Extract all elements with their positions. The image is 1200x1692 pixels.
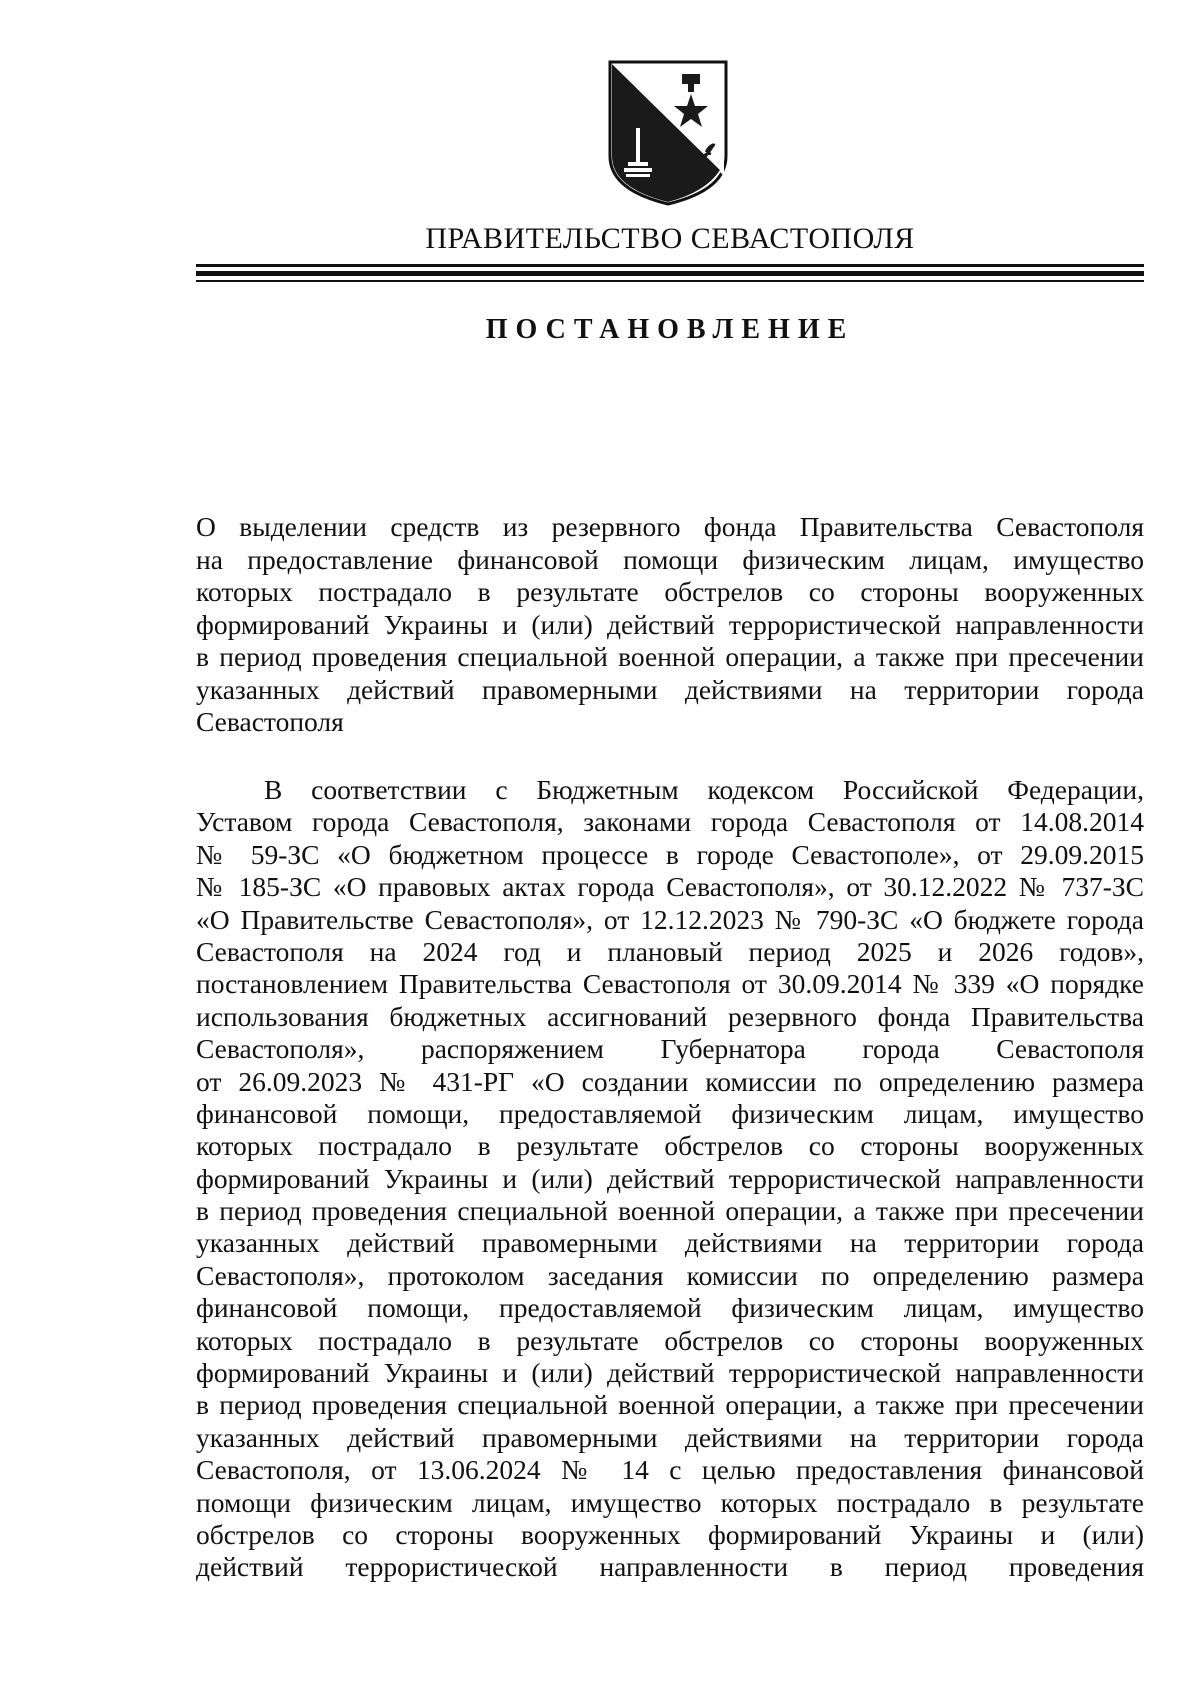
body-line: Уставом города Севастополя, законами города Севастополя от 14.08.2014 [196, 806, 1144, 838]
resolution-subject [196, 511, 1144, 739]
body-line: указанных действий правомерными действиями на территории города [196, 1227, 1144, 1259]
subject-line: в период проведения специальной военной операции, а также при пресечении [196, 641, 1144, 672]
body-line: которых пострадало в результате обстрелов со стороны вооруженных [196, 1130, 1144, 1162]
body-line: Севастополя, от 13.06.2024 № 14 с целью предоставления финансовой [196, 1454, 1144, 1486]
body-line: № 59-ЗС «О бюджетном процессе в городе Севастополе», от 29.09.2015 [196, 838, 1144, 870]
header-rule-bottom [196, 280, 1144, 282]
subject-line: которых пострадало в результате обстрелов со стороны вооруженных [196, 576, 1144, 607]
body-line: формирований Украины и (или) действий террористической направленности [196, 1357, 1144, 1389]
header-rule-top [196, 264, 1144, 267]
subject-line: на предоставление финансовой помощи физическим лицам, имущество [196, 543, 1144, 575]
body-line: помощи физическим лицам, имущество которых пострадало в результате [196, 1486, 1144, 1518]
body-line: которых пострадало в результате обстрелов со стороны вооруженных [196, 1324, 1144, 1356]
body-line: Севастополя на 2024 год и плановый период 2025 и 2026 годов», [196, 935, 1144, 967]
body-line: от 26.09.2023 № 431-РГ «О создании комиссии по определению размера [196, 1065, 1144, 1097]
body-line: формирований Украины и (или) действий террористической направленности [196, 1162, 1144, 1194]
body-line: в период проведения специальной военной операции, а также при пресечении [196, 1195, 1144, 1227]
body-line: действий террористической направленности в период проведения [196, 1551, 1144, 1583]
body-line: В соответствии с Бюджетным кодексом Российской Федерации, [264, 774, 1144, 805]
body-line: постановлением Правительства Севастополя от 30.09.2014 № 339 «О порядке [196, 968, 1144, 1000]
coat-of-arms-icon [606, 58, 730, 208]
body-line: № 185-ЗС «О правовых актах города Севастополя», от 30.12.2022 № 737-ЗС [196, 871, 1144, 903]
organization-title: ПРАВИТЕЛЬСТВО СЕВАСТОПОЛЯ [425, 222, 915, 255]
body-line: обстрелов со стороны вооруженных формирований Украины и (или) [196, 1518, 1144, 1550]
subject-line: О выделении средств из резервного фонда Правительства Севастополя [196, 511, 1144, 542]
body-line: Севастополя», протоколом заседания комиссии по определению размера [196, 1259, 1144, 1291]
body-line: Севастополя», распоряжением Губернатора города Севастополя [196, 1033, 1144, 1065]
body-line: финансовой помощи, предоставляемой физическим лицам, имущество [196, 1292, 1144, 1324]
subject-line: Севастополя [196, 706, 344, 737]
body-line: «О Правительстве Севастополя», от 12.12.2023 № 790-ЗС «О бюджете города [196, 903, 1144, 935]
document-type-title: ПОСТАНОВЛЕНИЕ [485, 314, 855, 345]
body-line: финансовой помощи, предоставляемой физическим лицам, имущество [196, 1097, 1144, 1129]
resolution-body [196, 774, 1144, 1584]
subject-line: указанных действий правомерными действиями на территории города [196, 673, 1144, 705]
subject-line: формирований Украины и (или) действий террористической направленности [196, 608, 1144, 640]
body-line: использования бюджетных ассигнований резервного фонда Правительства [196, 1000, 1144, 1032]
body-line: указанных действий правомерными действиями на территории города [196, 1421, 1144, 1453]
header-rule-thick [196, 271, 1144, 276]
body-line: в период проведения специальной военной операции, а также при пресечении [196, 1389, 1144, 1421]
